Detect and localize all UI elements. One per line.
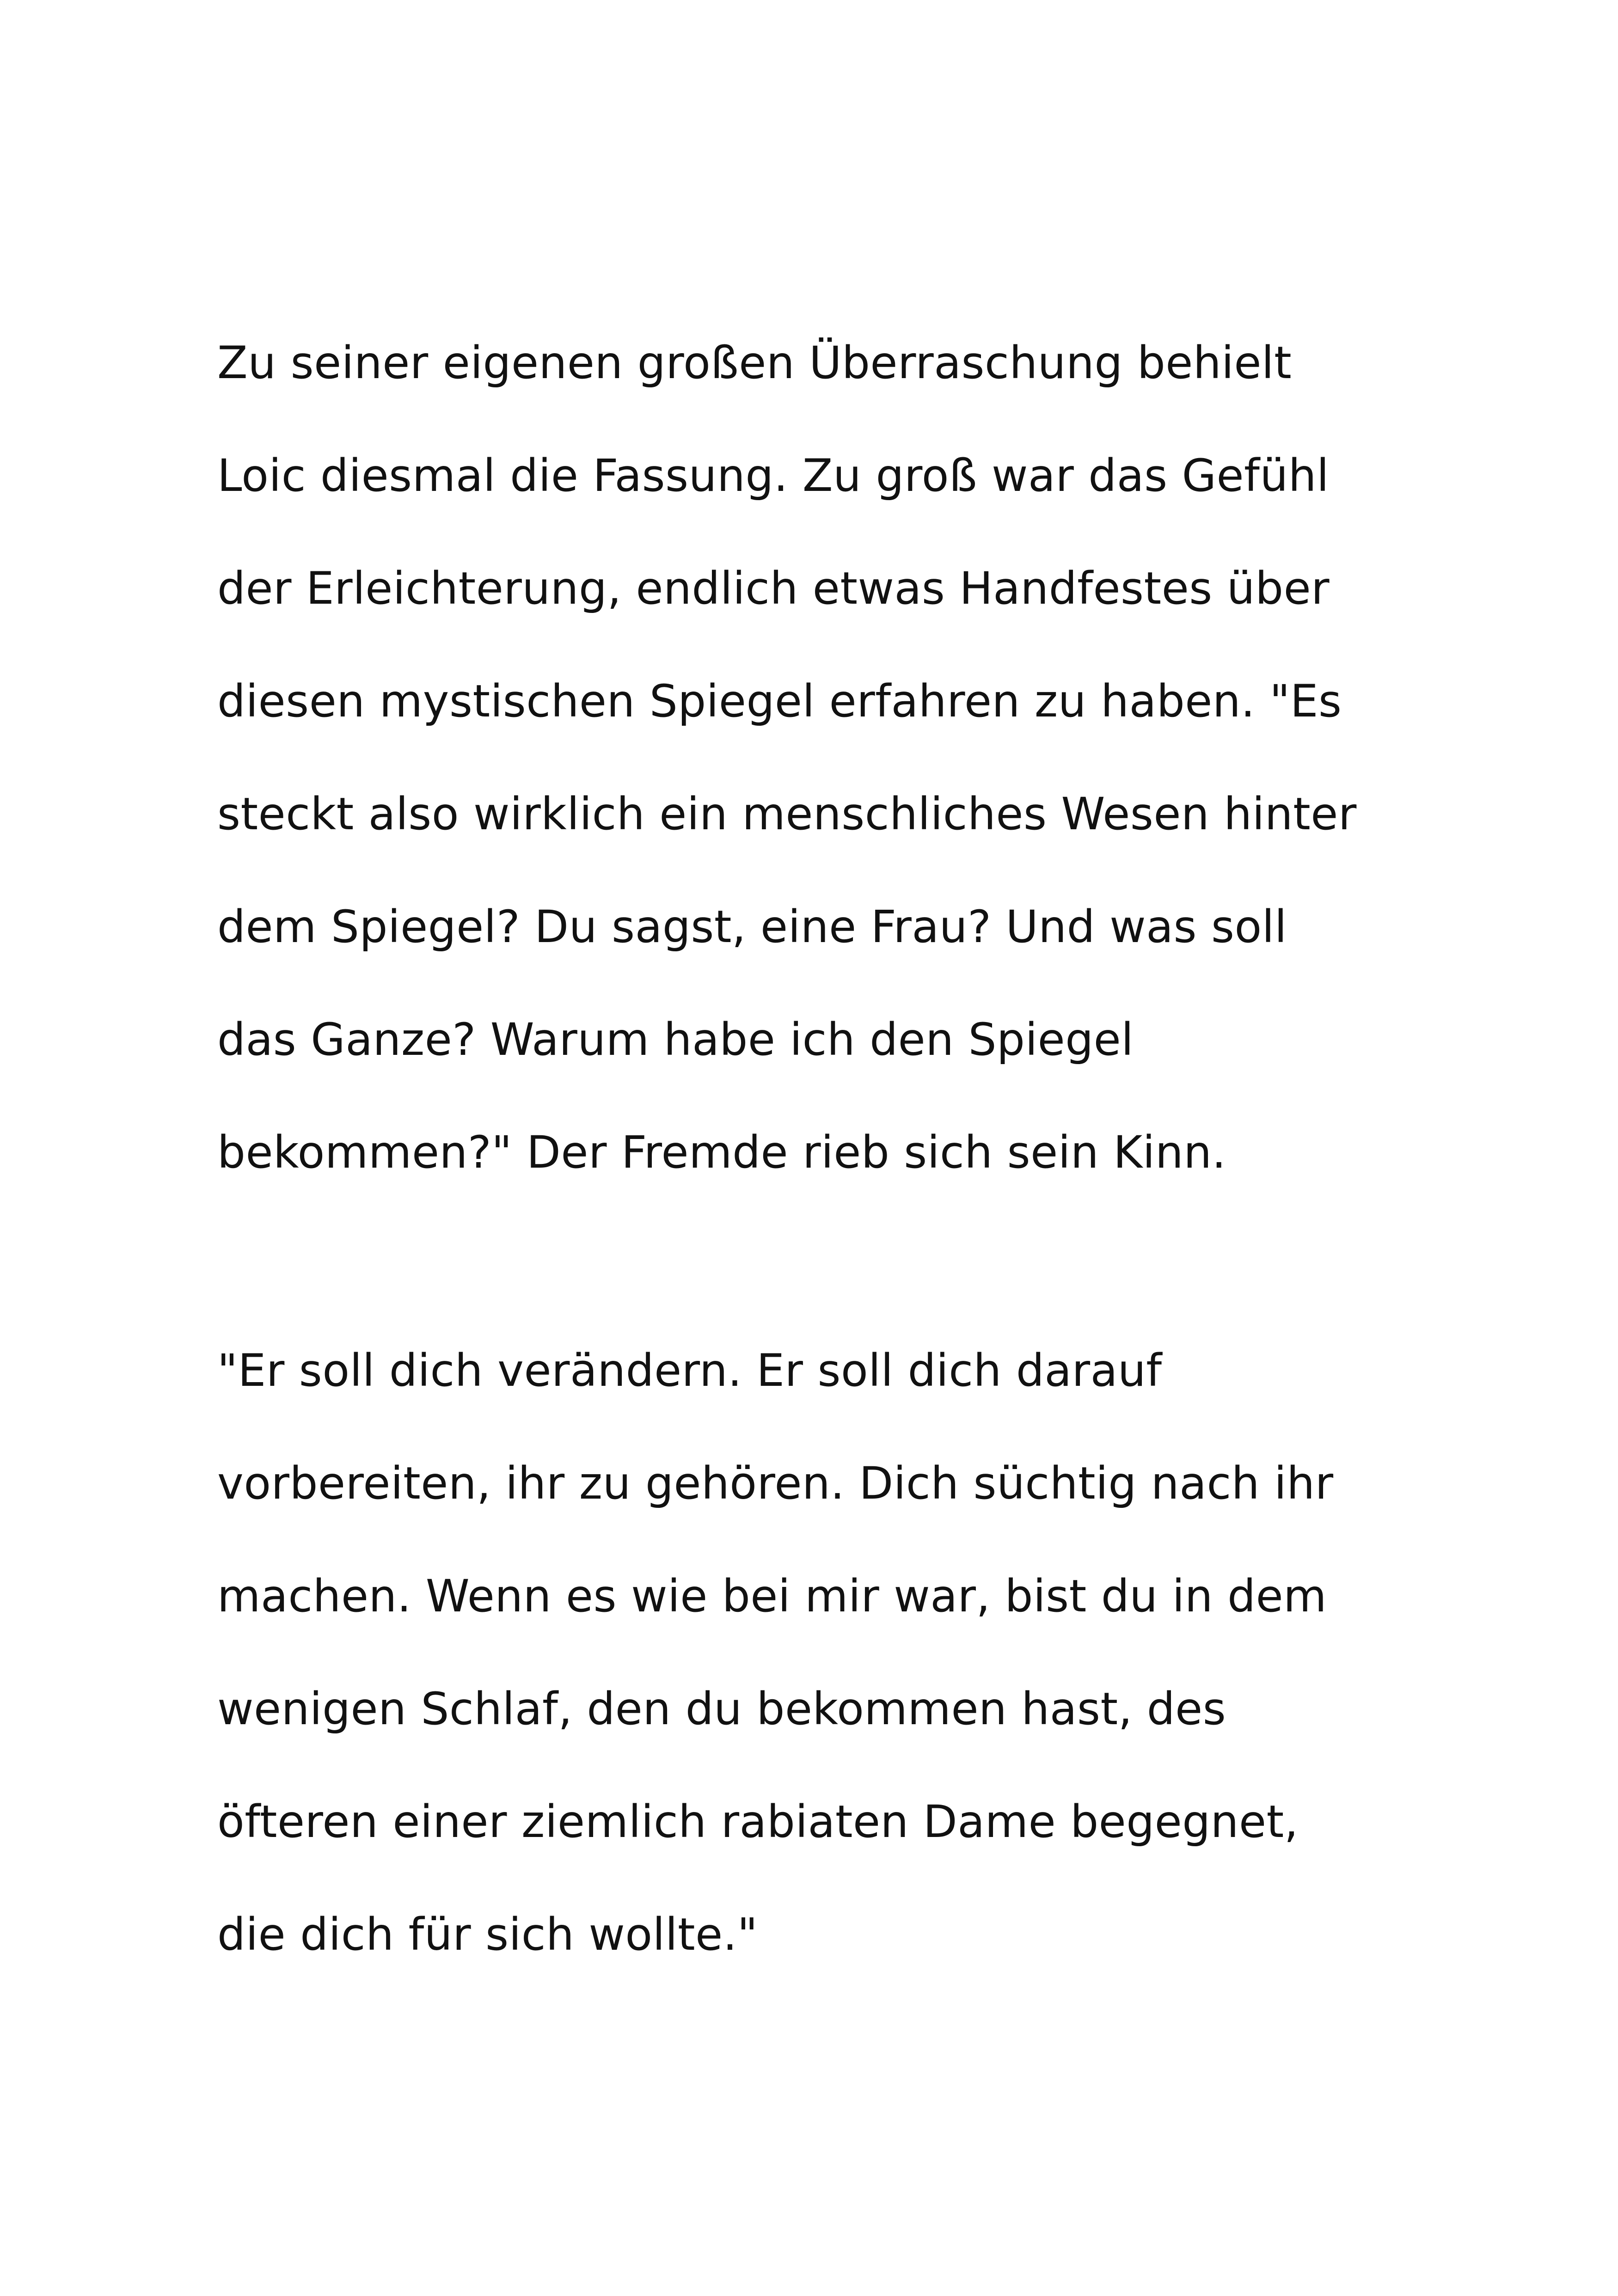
paragraph-line: das Ganze? Warum habe ich den Spiegel [217, 1014, 1134, 1065]
paragraph-line: machen. Wenn es wie bei mir war, bist du in dem [217, 1570, 1327, 1622]
paragraph-line: öfteren einer ziemlich rabiaten Dame begegnet, [217, 1796, 1299, 1848]
paragraph-line: wenigen Schlaf, den du bekommen hast, des [217, 1683, 1226, 1735]
paragraph-line: Loic diesmal die Fassung. Zu groß war das Gefühl [217, 450, 1330, 502]
paragraph-line: der Erleichterung, endlich etwas Handfestes über [217, 563, 1330, 614]
paragraph-line: die dich für sich wollte." [217, 1909, 758, 1960]
paragraph-line: steckt also wirklich ein menschliches Wesen hinter [217, 788, 1357, 840]
paragraph-line: "Er soll dich verändern. Er soll dich darauf [217, 1345, 1162, 1396]
paragraph-line: dem Spiegel? Du sagst, eine Frau? Und was soll [217, 901, 1287, 953]
paragraph-line: diesen mystischen Spiegel erfahren zu haben. "Es [217, 675, 1342, 727]
paragraph-line: vorbereiten, ihr zu gehören. Dich süchtig nach ihr [217, 1457, 1334, 1509]
paragraph-1 [217, 328, 1465, 1231]
paragraph-line: bekommen?" Der Fremde rieb sich sein Kinn. [217, 1127, 1226, 1178]
paragraph-2 [217, 1336, 1465, 2013]
paragraph-line: Zu seiner eigenen großen Überraschung behielt [217, 337, 1292, 389]
